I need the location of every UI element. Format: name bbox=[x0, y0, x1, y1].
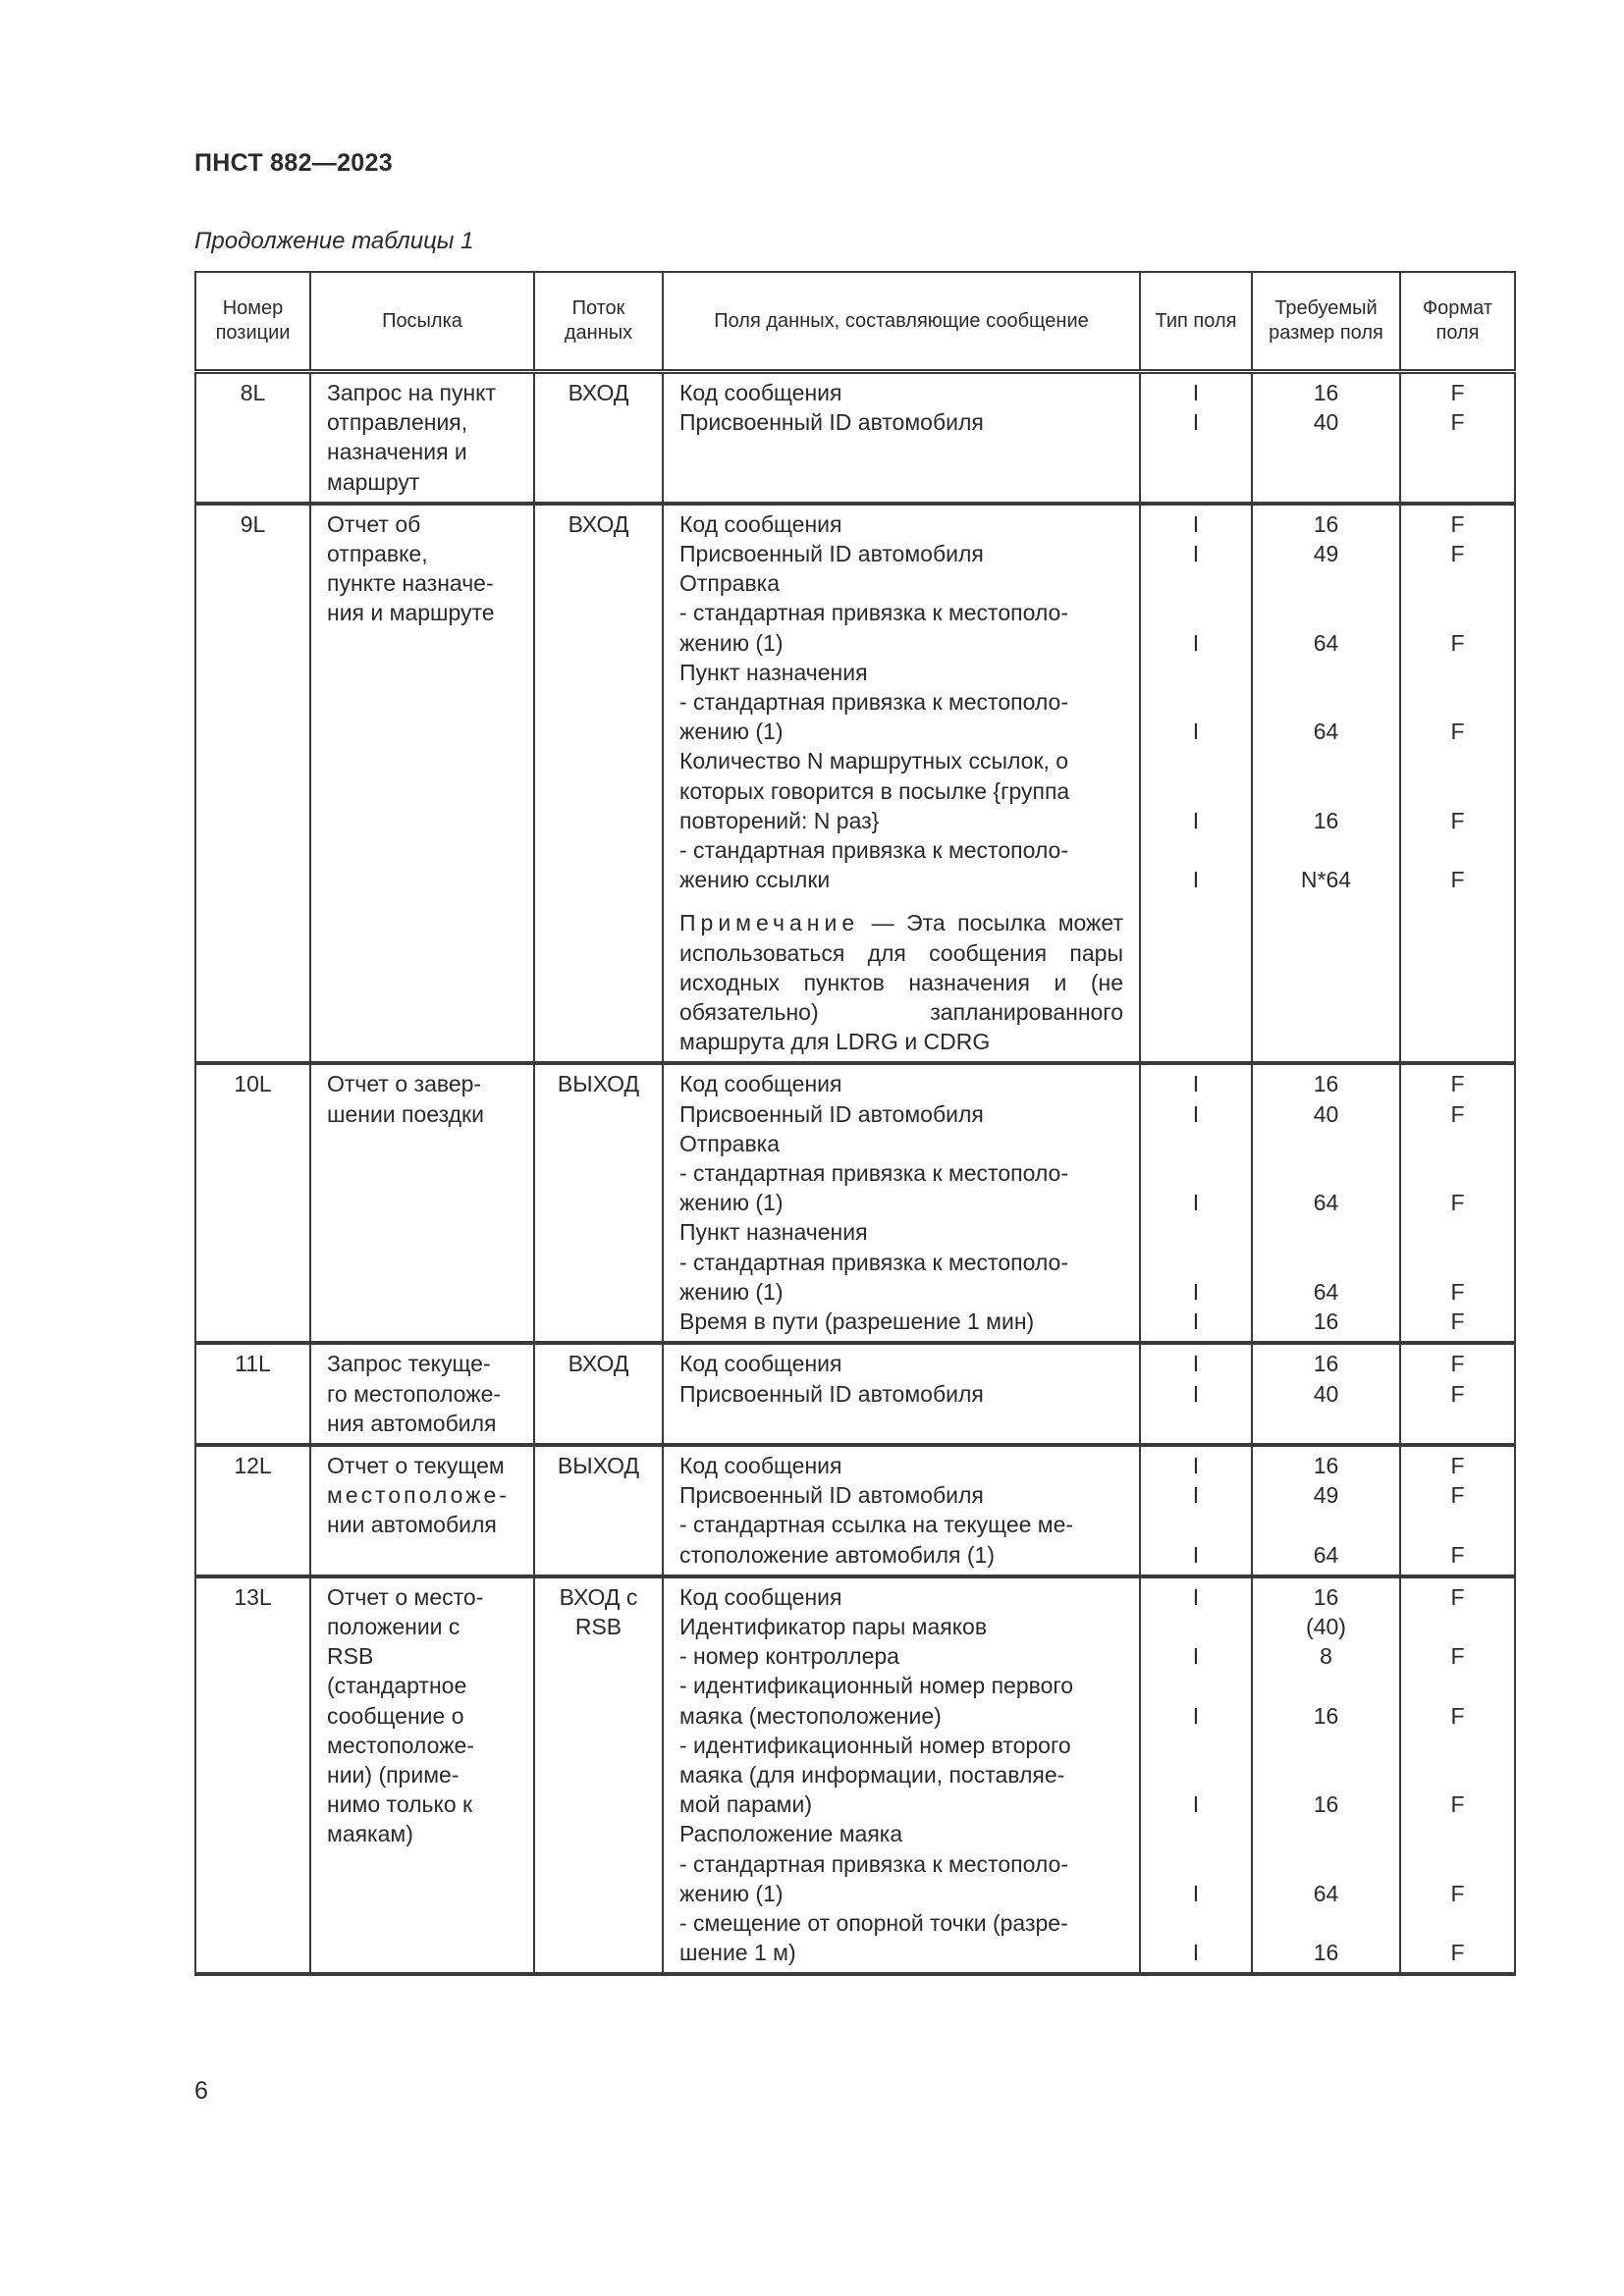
field-line: Код сообщения bbox=[679, 1071, 842, 1097]
column-header-format: Формат поля bbox=[1400, 272, 1515, 372]
data-flow-cell bbox=[534, 504, 663, 1064]
field-format: F bbox=[1450, 1351, 1465, 1377]
field-type: I bbox=[1192, 1380, 1200, 1407]
field-type: I bbox=[1192, 1100, 1200, 1127]
field-size: 16 bbox=[1313, 1071, 1339, 1097]
table-row bbox=[195, 1063, 1515, 1343]
fields-cell bbox=[663, 504, 1140, 1064]
field-line: жению ссылки bbox=[679, 867, 831, 893]
table-row bbox=[195, 504, 1515, 1064]
field-line: Код сообщения bbox=[679, 510, 842, 537]
field-line: которых говорится в посылке {группа bbox=[679, 777, 1070, 804]
field-size: 64 bbox=[1313, 629, 1339, 656]
message-line: (стандартное bbox=[327, 1673, 467, 1699]
fields-cell bbox=[663, 1343, 1140, 1445]
field-size bbox=[1269, 568, 1383, 598]
field-line: Присвоенный ID автомобиля bbox=[679, 1482, 984, 1509]
field-type bbox=[1157, 1217, 1235, 1247]
message-cell bbox=[310, 1343, 534, 1445]
position-number: 9L bbox=[240, 510, 266, 537]
field-line: - стандартная привязка к местополо- bbox=[679, 1249, 1068, 1275]
field-size: 16 bbox=[1313, 807, 1339, 833]
column-header-number: Номер позиции bbox=[195, 272, 310, 372]
field-size: 40 bbox=[1313, 409, 1339, 436]
field-format bbox=[1417, 598, 1498, 627]
message-line: отправления, bbox=[327, 409, 468, 436]
field-type-cell bbox=[1140, 1343, 1252, 1445]
field-size: 64 bbox=[1313, 719, 1339, 745]
field-format: F bbox=[1450, 1583, 1465, 1610]
field-line: жению (1) bbox=[679, 1880, 784, 1906]
field-type bbox=[1157, 1908, 1235, 1938]
field-size: 64 bbox=[1313, 1541, 1339, 1568]
field-type-cell bbox=[1140, 1445, 1252, 1576]
field-format: F bbox=[1450, 1643, 1465, 1670]
table-row bbox=[195, 1445, 1515, 1576]
field-type bbox=[1157, 1671, 1235, 1700]
field-size: 8 bbox=[1320, 1643, 1332, 1670]
field-type: I bbox=[1192, 1541, 1200, 1568]
data-flow-line: ВЫХОД bbox=[557, 1071, 640, 1097]
note-spacer bbox=[679, 894, 1123, 908]
field-size bbox=[1269, 1158, 1383, 1188]
message-line: шении поездки bbox=[327, 1100, 484, 1127]
field-size bbox=[1269, 1510, 1383, 1539]
field-line: маяка (местоположение) bbox=[679, 1702, 942, 1729]
field-type bbox=[1157, 746, 1235, 775]
field-size bbox=[1269, 1731, 1383, 1760]
position-number: 11L bbox=[235, 1351, 271, 1377]
field-line: Расположение маяка bbox=[679, 1821, 903, 1847]
position-number-cell bbox=[195, 1343, 310, 1445]
field-format-cell bbox=[1400, 372, 1515, 504]
position-number-cell bbox=[195, 372, 310, 504]
field-size: 16 bbox=[1313, 1351, 1339, 1377]
message-line: местоположе- bbox=[327, 1482, 510, 1509]
field-format bbox=[1417, 687, 1498, 717]
field-line: - номер контроллера bbox=[679, 1643, 899, 1670]
field-size bbox=[1269, 1129, 1383, 1158]
message-line: нимо только к bbox=[327, 1791, 473, 1818]
table-row bbox=[195, 1343, 1515, 1445]
field-type bbox=[1157, 1248, 1235, 1277]
data-flow-cell bbox=[534, 372, 663, 504]
field-format: F bbox=[1450, 409, 1465, 436]
field-type: I bbox=[1192, 807, 1200, 833]
field-format bbox=[1417, 835, 1498, 865]
field-format bbox=[1417, 1158, 1498, 1188]
note-label: Примечание bbox=[679, 910, 860, 936]
field-line: Присвоенный ID автомобиля bbox=[679, 541, 984, 567]
field-format bbox=[1417, 658, 1498, 687]
field-line: Код сообщения bbox=[679, 1351, 842, 1377]
field-type bbox=[1157, 1819, 1235, 1848]
field-type: I bbox=[1192, 1351, 1200, 1377]
message-line: назначения и bbox=[327, 439, 467, 465]
field-format-cell bbox=[1400, 1445, 1515, 1576]
field-format: F bbox=[1450, 1880, 1465, 1906]
field-format bbox=[1417, 1848, 1498, 1878]
field-type: I bbox=[1192, 409, 1200, 436]
field-format: F bbox=[1450, 1190, 1465, 1216]
field-format: F bbox=[1450, 1308, 1465, 1335]
field-type-cell bbox=[1140, 1576, 1252, 1975]
field-size bbox=[1269, 1760, 1383, 1789]
field-format: F bbox=[1450, 1482, 1465, 1509]
field-size: 40 bbox=[1313, 1380, 1339, 1407]
data-flow-cell bbox=[534, 1063, 663, 1343]
data-flow-line: ВХОД с bbox=[559, 1583, 638, 1610]
field-size bbox=[1269, 1848, 1383, 1878]
field-line: - стандартная привязка к местополо- bbox=[679, 1850, 1068, 1877]
field-format: F bbox=[1450, 541, 1465, 567]
field-type bbox=[1157, 1612, 1235, 1641]
field-size: 16 bbox=[1313, 510, 1339, 537]
field-type: I bbox=[1192, 1452, 1200, 1478]
field-line: Присвоенный ID автомобиля bbox=[679, 1380, 984, 1407]
field-type: I bbox=[1192, 1702, 1200, 1729]
field-line: жению (1) bbox=[679, 1278, 784, 1305]
field-size bbox=[1269, 1908, 1383, 1938]
field-format bbox=[1417, 1819, 1498, 1848]
field-line: повторений: N раз} bbox=[679, 807, 880, 833]
field-line: стоположение автомобиля (1) bbox=[679, 1541, 996, 1568]
message-line: сообщение о bbox=[327, 1702, 464, 1729]
position-number: 12L bbox=[234, 1452, 272, 1478]
data-flow-line: ВХОД bbox=[568, 1351, 629, 1377]
field-type: I bbox=[1192, 1278, 1200, 1305]
message-line: Отчет о завер- bbox=[327, 1071, 482, 1097]
position-number: 13L bbox=[234, 1583, 272, 1610]
field-size: 16 bbox=[1313, 1702, 1339, 1729]
field-type: I bbox=[1192, 1940, 1200, 1966]
field-format-cell bbox=[1400, 1343, 1515, 1445]
field-line: - стандартная ссылка на текущее ме- bbox=[679, 1512, 1074, 1538]
field-size-cell bbox=[1252, 372, 1400, 504]
field-line: Код сообщения bbox=[679, 1583, 842, 1610]
field-line: - стандартная привязка к местополо- bbox=[679, 600, 1068, 626]
field-size-cell bbox=[1252, 1343, 1400, 1445]
fields-cell bbox=[663, 1445, 1140, 1576]
position-number-cell bbox=[195, 504, 310, 1064]
document-code: ПНСТ 882—2023 bbox=[194, 149, 393, 177]
field-line: Присвоенный ID автомобиля bbox=[679, 1100, 984, 1127]
field-type-cell bbox=[1140, 504, 1252, 1064]
table-body bbox=[195, 372, 1515, 1975]
field-line: - смещение от опорной точки (разре- bbox=[679, 1909, 1068, 1936]
field-format bbox=[1417, 1612, 1498, 1641]
page-number: 6 bbox=[194, 2077, 208, 2105]
field-size: 64 bbox=[1313, 1278, 1339, 1305]
field-line: Присвоенный ID автомобиля bbox=[679, 409, 984, 436]
message-line: Отчет о текущем bbox=[327, 1452, 505, 1478]
field-format: F bbox=[1450, 867, 1465, 893]
fields-cell bbox=[663, 1576, 1140, 1975]
field-format: F bbox=[1450, 1702, 1465, 1729]
message-line: Запрос текуще- bbox=[327, 1351, 491, 1377]
column-header-message: Посылка bbox=[310, 272, 534, 372]
field-line: Код сообщения bbox=[679, 380, 842, 405]
field-size-cell bbox=[1252, 1445, 1400, 1576]
message-line: нии автомобиля bbox=[327, 1512, 497, 1538]
field-line: Идентификатор пары маяков bbox=[679, 1613, 988, 1639]
data-flow-cell bbox=[534, 1445, 663, 1576]
message-cell bbox=[310, 372, 534, 504]
position-number: 10L bbox=[234, 1071, 272, 1097]
message-line: маякам) bbox=[327, 1821, 413, 1847]
field-size: 16 bbox=[1313, 380, 1339, 405]
field-format: F bbox=[1450, 1278, 1465, 1305]
field-size: N*64 bbox=[1300, 867, 1352, 893]
field-line: шение 1 м) bbox=[679, 1940, 796, 1966]
position-number: 8L bbox=[240, 380, 266, 405]
field-format bbox=[1417, 1129, 1498, 1158]
field-type-cell bbox=[1140, 1063, 1252, 1343]
field-type: I bbox=[1192, 1482, 1200, 1509]
field-format: F bbox=[1450, 510, 1465, 537]
field-size: 64 bbox=[1313, 1190, 1339, 1216]
message-line: Отчет о место- bbox=[327, 1583, 484, 1610]
message-line: отправке, bbox=[327, 541, 428, 567]
field-size: 64 bbox=[1313, 1880, 1339, 1906]
message-cell bbox=[310, 1063, 534, 1343]
field-line: жению (1) bbox=[679, 719, 784, 745]
field-size: 40 bbox=[1313, 1100, 1339, 1127]
field-format: F bbox=[1450, 807, 1465, 833]
field-type: I bbox=[1192, 380, 1200, 405]
field-size: 49 bbox=[1313, 1482, 1339, 1509]
field-type: I bbox=[1192, 1583, 1200, 1610]
field-format: F bbox=[1450, 380, 1465, 405]
field-line: маяка (для информации, поставляе- bbox=[679, 1761, 1065, 1788]
field-line: Код сообщения bbox=[679, 1452, 842, 1478]
field-size-cell bbox=[1252, 1576, 1400, 1975]
field-size bbox=[1269, 776, 1383, 806]
field-format bbox=[1417, 1908, 1498, 1938]
field-line: Отправка bbox=[679, 1130, 781, 1156]
field-type bbox=[1157, 1848, 1235, 1878]
field-line: Количество N маршрутных ссылок, о bbox=[679, 748, 1069, 774]
field-type bbox=[1157, 1129, 1235, 1158]
field-size bbox=[1269, 598, 1383, 627]
field-size bbox=[1269, 1819, 1383, 1848]
message-line: местоположе- bbox=[327, 1732, 474, 1758]
field-type bbox=[1157, 658, 1235, 687]
field-size: 16 bbox=[1313, 1791, 1339, 1818]
message-line: го местоположе- bbox=[327, 1380, 502, 1407]
field-line: - стандартная привязка к местополо- bbox=[679, 1160, 1068, 1187]
field-size bbox=[1269, 746, 1383, 775]
field-size-cell bbox=[1252, 1063, 1400, 1343]
field-line: жению (1) bbox=[679, 629, 784, 656]
message-cell bbox=[310, 504, 534, 1064]
field-type bbox=[1157, 598, 1235, 627]
field-line: Пункт назначения bbox=[679, 659, 868, 685]
field-type: I bbox=[1192, 1880, 1200, 1906]
field-type bbox=[1157, 776, 1235, 806]
message-line: ния автомобиля bbox=[327, 1410, 497, 1436]
field-line: - идентификационный номер первого bbox=[679, 1673, 1074, 1699]
field-size-cell bbox=[1252, 504, 1400, 1064]
note-text: — Эта посылка может использоваться для сообщения пары исходных пунктов назначения и (не обязательно) запланированного маршрута для LDRG и CDRG bbox=[679, 910, 1123, 1055]
field-format bbox=[1417, 1731, 1498, 1760]
field-size bbox=[1269, 835, 1383, 865]
data-flow-line: ВХОД bbox=[568, 380, 629, 405]
field-format: F bbox=[1450, 1380, 1465, 1407]
field-type bbox=[1157, 687, 1235, 717]
field-format: F bbox=[1450, 1791, 1465, 1818]
position-number-cell bbox=[195, 1063, 310, 1343]
field-type: I bbox=[1192, 1071, 1200, 1097]
column-header-flow: Поток данных bbox=[534, 272, 663, 372]
field-type bbox=[1157, 835, 1235, 865]
field-type bbox=[1157, 1760, 1235, 1789]
message-line: пункте назначе- bbox=[327, 570, 494, 597]
field-format bbox=[1417, 1248, 1498, 1277]
message-line: ния и маршруте bbox=[327, 600, 495, 626]
message-line: RSB bbox=[327, 1643, 374, 1670]
message-line: маршрут bbox=[327, 468, 420, 495]
field-size: 16 bbox=[1313, 1583, 1339, 1610]
field-type: I bbox=[1192, 1643, 1200, 1670]
table-caption: Продолжение таблицы 1 bbox=[194, 228, 474, 254]
field-type bbox=[1157, 568, 1235, 598]
field-format: F bbox=[1450, 1100, 1465, 1127]
field-format: F bbox=[1450, 1940, 1465, 1966]
field-type: I bbox=[1192, 541, 1200, 567]
field-format-cell bbox=[1400, 1063, 1515, 1343]
field-size bbox=[1269, 1248, 1383, 1277]
message-line: нии) (приме- bbox=[327, 1761, 460, 1788]
field-line: Пункт назначения bbox=[679, 1219, 868, 1246]
field-type: I bbox=[1192, 1190, 1200, 1216]
field-type: I bbox=[1192, 867, 1200, 893]
data-flow-line: RSB bbox=[574, 1613, 623, 1639]
data-flow-cell bbox=[534, 1343, 663, 1445]
field-format-cell bbox=[1400, 1576, 1515, 1975]
field-format: F bbox=[1450, 629, 1465, 656]
fields-cell bbox=[663, 372, 1140, 504]
field-size: 49 bbox=[1313, 541, 1339, 567]
field-format: F bbox=[1450, 719, 1465, 745]
field-line: - стандартная привязка к местополо- bbox=[679, 837, 1068, 864]
field-type: I bbox=[1192, 1791, 1200, 1818]
data-flow-cell bbox=[534, 1576, 663, 1975]
field-line: жению (1) bbox=[679, 1190, 784, 1216]
column-header-fields: Поля данных, составляющие сообщение bbox=[663, 272, 1140, 372]
data-flow-line: ВЫХОД bbox=[557, 1452, 640, 1478]
data-flow-line: ВХОД bbox=[568, 510, 629, 537]
table-row bbox=[195, 1576, 1515, 1975]
field-size: (40) bbox=[1306, 1613, 1346, 1639]
field-type: I bbox=[1192, 719, 1200, 745]
field-size bbox=[1269, 1217, 1383, 1247]
field-type: I bbox=[1192, 1308, 1200, 1335]
field-size: 16 bbox=[1313, 1940, 1339, 1966]
data-table bbox=[194, 271, 1516, 1976]
table-header-row bbox=[195, 272, 1515, 372]
field-type bbox=[1157, 1510, 1235, 1539]
field-line: - стандартная привязка к местополо- bbox=[679, 689, 1068, 716]
field-type: I bbox=[1192, 510, 1200, 537]
note bbox=[679, 908, 1123, 1056]
message-line: Отчет об bbox=[327, 510, 421, 537]
field-line: Время в пути (разрешение 1 мин) bbox=[679, 1308, 1035, 1335]
position-number-cell bbox=[195, 1445, 310, 1576]
field-format bbox=[1417, 746, 1498, 775]
field-format bbox=[1417, 776, 1498, 806]
field-size bbox=[1269, 658, 1383, 687]
table-row bbox=[195, 372, 1515, 504]
field-size: 16 bbox=[1313, 1308, 1339, 1335]
column-header-size: Требуемый размер поля bbox=[1252, 272, 1400, 372]
message-cell bbox=[310, 1445, 534, 1576]
field-format bbox=[1417, 1671, 1498, 1700]
message-line: Запрос на пункт bbox=[327, 380, 497, 405]
field-type bbox=[1157, 1731, 1235, 1760]
message-cell bbox=[310, 1576, 534, 1975]
field-size bbox=[1269, 1671, 1383, 1700]
field-format: F bbox=[1450, 1452, 1465, 1478]
field-format-cell bbox=[1400, 504, 1515, 1064]
field-format bbox=[1417, 1217, 1498, 1247]
field-format: F bbox=[1450, 1071, 1465, 1097]
field-line: мой парами) bbox=[679, 1791, 812, 1818]
position-number-cell bbox=[195, 1576, 310, 1975]
field-line: Отправка bbox=[679, 570, 781, 597]
field-line: - идентификационный номер второго bbox=[679, 1732, 1071, 1758]
field-format bbox=[1417, 1510, 1498, 1539]
field-format bbox=[1417, 568, 1498, 598]
field-format: F bbox=[1450, 1541, 1465, 1568]
field-size: 16 bbox=[1313, 1452, 1339, 1478]
field-type: I bbox=[1192, 629, 1200, 656]
field-type-cell bbox=[1140, 372, 1252, 504]
message-line: положении с bbox=[327, 1613, 460, 1639]
field-format bbox=[1417, 1760, 1498, 1789]
field-type bbox=[1157, 1158, 1235, 1188]
fields-cell bbox=[663, 1063, 1140, 1343]
field-size bbox=[1269, 687, 1383, 717]
column-header-type: Тип поля bbox=[1140, 272, 1252, 372]
